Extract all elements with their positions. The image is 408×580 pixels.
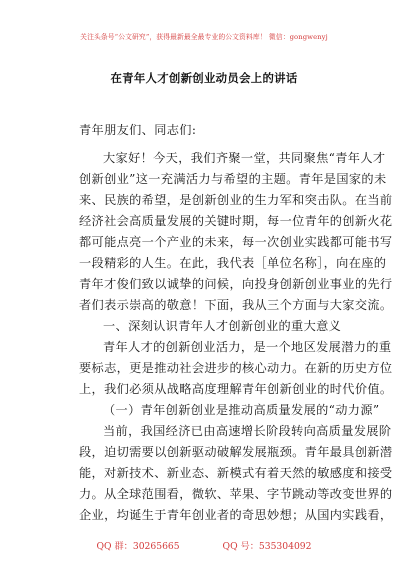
paragraph-line: 一段精彩的人生。在此，我代表［单位名称］，向在座的 [79, 256, 387, 270]
subsection-heading: （一）青年创新创业是推动高质量发展的“动力源” [103, 403, 380, 417]
paragraph-line: 当前，我国经济已由高速增长阶段转向高质量发展阶 [103, 424, 392, 438]
paragraph-line: 大家好！今天，我们齐聚一堂，共同聚焦“青年人才 [103, 151, 386, 165]
paragraph-line: 企业，均诞生于青年创业者的奇思妙想；从国内实践看， [79, 508, 393, 522]
paragraph-line: 青年才俊们致以诚挚的问候，向投身创新创业事业的先行 [79, 277, 393, 291]
paragraph-line: 都可能点亮一个产业的未来，每一次创业实践都可能书写 [79, 235, 393, 249]
header-note: 关注头条号“公文研究”，获得最新最全最专业的公文资料库！ 微信：gongwenyj [80, 33, 328, 41]
paragraph-line: 要标志，更是推动社会进步的核心动力。在新的历史方位 [79, 361, 393, 375]
document-body [79, 120, 393, 526]
paragraph-line: 创新创业”这一充满活力与希望的主题。青年是国家的未 [79, 172, 387, 186]
paragraph-line: 上，我们必须从战略高度理解青年创新创业的时代价值。 [79, 382, 393, 396]
qq-group-label: QQ 群：30265665 [96, 541, 180, 552]
document-title: 在青年人才创新创业动员会上的讲话 [110, 71, 298, 85]
section-heading: 一、深刻认识青年人才创新创业的重大意义 [103, 319, 342, 333]
paragraph-line: 者们表示崇高的敬意！下面，我从三个方面与大家交流。 [79, 298, 393, 312]
paragraph-line: 青年人才的创新创业活力，是一个地区发展潜力的重 [103, 340, 392, 354]
footer-contacts [0, 538, 408, 552]
qq-number-label: QQ 号：535304092 [222, 541, 312, 552]
paragraph-line: 来、民族的希望，是创新创业的生力军和突击队。在当前 [79, 193, 393, 207]
paragraph-line: 段，迫切需要以创新驱动破解发展瓶颈。青年最具创新潜 [79, 445, 393, 459]
paragraph-line: 力。从全球范围看，微软、苹果、字节跳动等改变世界的 [79, 487, 393, 501]
salutation-line: 青年朋友们、同志们: [79, 123, 197, 137]
paragraph-line: 能，对新技术、新业态、新模式有着天然的敏感度和接受 [79, 466, 393, 480]
paragraph-line: 经济社会高质量发展的关键时期，每一位青年的创新火花 [79, 214, 393, 228]
